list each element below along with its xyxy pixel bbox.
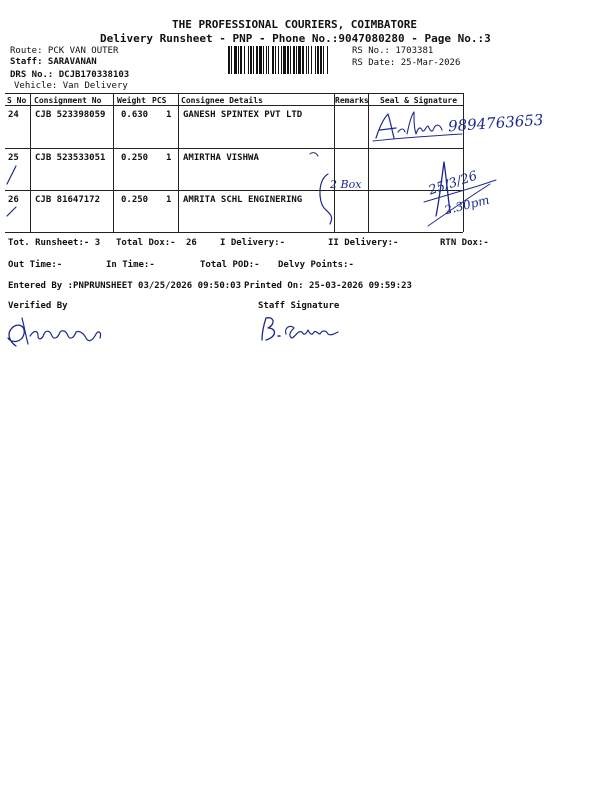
remark-bracket: [300, 150, 340, 232]
header-consignment: Consignment No: [34, 96, 102, 105]
row-2-check-mark: [4, 164, 20, 186]
col-divider-3: [178, 93, 179, 232]
header-pcs: PCS: [152, 96, 167, 105]
verified-by-signature: [2, 312, 110, 352]
row-3-check-mark: [4, 204, 20, 218]
header-remarks: Remarks: [335, 96, 369, 105]
row-1-phone-note: 9894763653: [447, 110, 544, 136]
row-3-weight: 0.250: [121, 195, 149, 205]
staff-signature-label: Staff Signature: [258, 301, 340, 311]
route-label: Route: PCK VAN OUTER: [10, 46, 119, 56]
row-3-pcs: 1: [166, 195, 172, 205]
i-delivery: I Delivery:-: [220, 238, 286, 248]
row-1-sno: 24: [8, 110, 19, 120]
col-divider-2: [113, 93, 114, 232]
total-dox-value: 26: [186, 238, 197, 248]
rs-date: RS Date: 25-Mar-2026: [352, 58, 461, 68]
header-consignee: Consignee Details: [181, 96, 263, 105]
row-1-consignee: GANESH SPINTEX PVT LTD: [183, 110, 303, 120]
printed-on: Printed On: 25-03-2026 09:59:23: [244, 281, 412, 291]
entered-by: Entered By :PNPRUNSHEET 03/25/2026 09:50:03: [8, 281, 241, 291]
seal-date-note: 25/3/26: [426, 168, 480, 199]
rs-number: RS No.: 1703381: [352, 46, 434, 56]
header-seal: Seal & Signature: [380, 96, 458, 105]
staff-label: Staff: SARAVANAN: [10, 57, 97, 67]
rtn-dox: RTN Dox:-: [440, 238, 489, 248]
header-sno: S No: [7, 96, 27, 105]
row-1-pcs: 1: [166, 110, 172, 120]
row-3-sno: 26: [8, 195, 19, 205]
row-3-consignee: AMRITA SCHL ENGINERING: [183, 195, 303, 205]
drs-number: DRS No.: DCJB170338103: [10, 70, 130, 80]
col-divider-1: [30, 93, 31, 232]
table-bottom-rule: [5, 232, 463, 233]
row-2-consignee: AMIRTHA VISHWA: [183, 153, 259, 163]
row-1-weight: 0.630: [121, 110, 149, 120]
total-dox-label: Total Dox:-: [116, 238, 176, 248]
runsheet-subtitle: Delivery Runsheet - PNP - Phone No.:9047080280 - Page No.:3: [100, 32, 491, 45]
header-weight: Weight: [117, 96, 146, 105]
delvy-points: Delvy Points:-: [278, 260, 354, 270]
barcode-image: [228, 46, 350, 74]
staff-signature: [254, 314, 344, 346]
row-2-weight: 0.250: [121, 153, 149, 163]
vehicle-label: Vehicle: Van Delivery: [14, 81, 128, 91]
company-title: THE PROFESSIONAL COURIERS, COIMBATORE: [172, 18, 418, 31]
row-2-remark-note: 2 Box: [330, 178, 362, 191]
out-time: Out Time:-: [8, 260, 63, 270]
in-time: In Time:-: [106, 260, 155, 270]
row-3-consignment: CJB 81647172: [35, 195, 101, 205]
row-2-sno: 25: [8, 153, 19, 163]
ii-delivery: II Delivery:-: [328, 238, 399, 248]
table-header-rule: [5, 105, 463, 106]
total-runsheet: Tot. Runsheet:- 3: [8, 238, 101, 248]
seal-time-note: 2.30pm: [442, 192, 491, 218]
table-top-rule: [5, 93, 463, 94]
total-pod: Total POD:-: [200, 260, 260, 270]
row-1-consignment: CJB 523398059: [35, 110, 106, 120]
row-2-pcs: 1: [166, 153, 172, 163]
row-2-consignment: CJB 523533051: [35, 153, 106, 163]
row-separator-1: [5, 148, 463, 149]
col-divider-5: [368, 93, 369, 232]
row-separator-2: [5, 190, 463, 191]
verified-by-label: Verified By: [8, 301, 68, 311]
